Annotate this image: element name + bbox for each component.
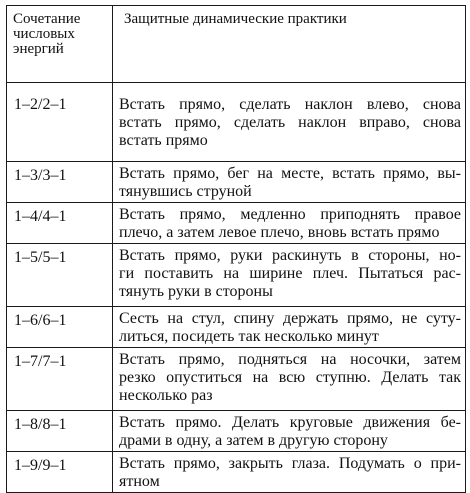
row-code: 1–8/8–1 — [7, 411, 113, 452]
header-combination — [7, 6, 113, 83]
description-line: тянувшись струной — [119, 183, 252, 200]
description-line: драми в одну, а затем в другую сторону — [119, 432, 388, 449]
table-row — [7, 162, 466, 203]
description-line: ги поставить на ширине плеч. Пытаться рас- — [119, 265, 461, 282]
header-combination-line: числовых — [13, 26, 75, 42]
description-line: тянуть руки в стороны — [119, 283, 273, 300]
row-code: 1–5/5–1 — [7, 244, 113, 307]
energy-practices-table-container — [6, 5, 465, 490]
table-row — [7, 203, 466, 244]
description-line: резко опуститься на всю ступню. Делать так — [119, 369, 461, 386]
row-code: 1–7/7–1 — [7, 348, 113, 411]
row-description — [113, 83, 466, 162]
table-row — [7, 244, 466, 307]
description-line: Встать прямо, сделать наклон влево, снова — [119, 96, 461, 113]
description-line: встать прямо, сделать наклон вправо, снова — [119, 114, 461, 131]
table-row — [7, 411, 466, 452]
header-combination-line: Сочетание — [13, 11, 81, 27]
table-header-row — [7, 6, 466, 83]
description-line: Встать прямо, медленно приподнять правое — [119, 206, 461, 223]
description-line: Встать прямо, закрыть глаза. Подумать о при- — [119, 455, 461, 472]
row-description — [113, 452, 466, 493]
row-code: 1–2/2–1 — [7, 83, 113, 162]
description-line: Встать прямо, руки раскинуть в стороны, но- — [119, 247, 461, 264]
row-description — [113, 348, 466, 411]
header-combination-line: энергий — [13, 41, 64, 57]
description-line: Встать прямо, бег на месте, встать прямо, вы- — [119, 165, 461, 182]
description-line: литься, посидеть так несколько минут — [119, 328, 379, 345]
description-line: встать прямо — [119, 132, 208, 149]
description-line: несколько раз — [119, 387, 213, 404]
row-description — [113, 244, 466, 307]
description-line: Сесть на стул, спину держать прямо, не суту- — [119, 310, 461, 327]
row-description — [113, 307, 466, 348]
description-line: Встать прямо. Делать круговые движения бе- — [119, 414, 461, 431]
description-line: ятном — [119, 473, 160, 490]
row-description — [113, 203, 466, 244]
description-line: плечо, а затем левое плечо, вновь встать прямо — [119, 224, 440, 241]
energy-practices-table — [6, 5, 466, 493]
table-row — [7, 83, 466, 162]
header-practices: Защитные динамические практики — [113, 6, 466, 83]
row-code: 1–4/4–1 — [7, 203, 113, 244]
row-code: 1–9/9–1 — [7, 452, 113, 493]
table-row — [7, 307, 466, 348]
table-row — [7, 452, 466, 493]
row-description — [113, 162, 466, 203]
table-row — [7, 348, 466, 411]
row-description — [113, 411, 466, 452]
row-code: 1–6/6–1 — [7, 307, 113, 348]
row-code: 1–3/3–1 — [7, 162, 113, 203]
description-line: Встать прямо, подняться на носочки, затем — [119, 351, 461, 368]
